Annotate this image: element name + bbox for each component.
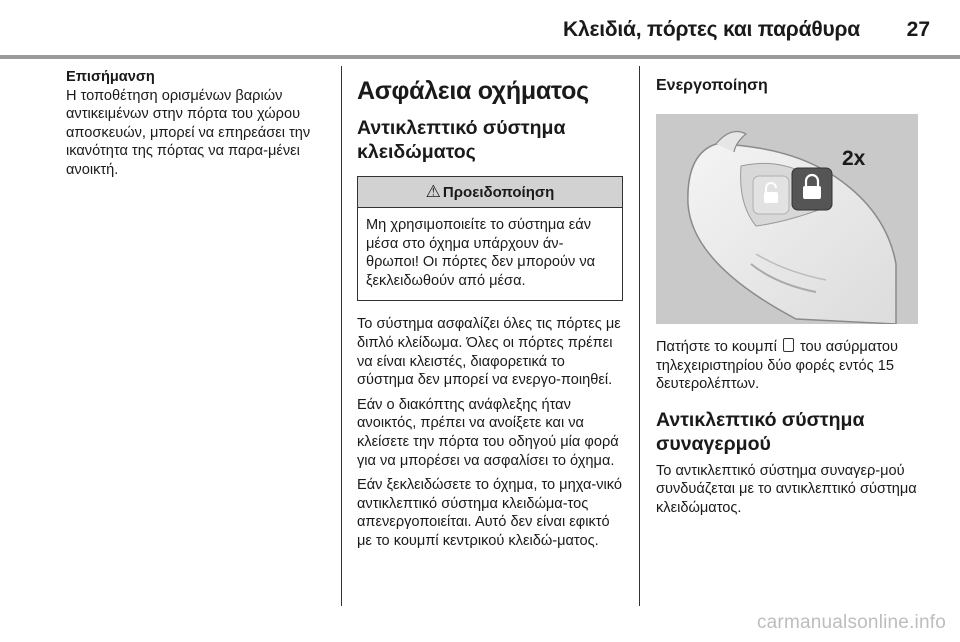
press-count-badge: 2x [842, 147, 866, 170]
subsection-heading: Ενεργοποίηση [656, 77, 768, 94]
instruction-text: Πατήστε το κουμπί του ασύρματου τηλεχειριστηρίου δύο φορές εντός 15 δευτερολέπτων. [656, 339, 898, 393]
paragraph: Εάν ξεκλειδώσετε το όχημα, το μηχα-νικό αντικλεπτικό σύστημα κλειδώμα-τος απενεργοποιείται. Αυτό δεν είναι εφικτό με το κουμπί κεντρικού κλειδώ-ματος. [357, 477, 623, 549]
warning-box [357, 176, 623, 301]
page-header-title: Κλειδιά, πόρτες και παράθυρα [563, 18, 860, 41]
header-rule [0, 55, 960, 59]
remote-key-lock-icon [656, 114, 918, 324]
column-right [656, 68, 922, 524]
column-divider [639, 66, 640, 606]
lock-icon [783, 338, 794, 352]
warning-triangle-icon: ⚠ [425, 182, 441, 201]
warning-text: Μη χρησιμοποιείτε το σύστημα εάν μέσα στο όχημα υπάρχουν άν-θρωποι! Οι πόρτες δεν μπορούν να ξεκλειδωθούν από μέσα. [366, 217, 596, 289]
note-text: Η τοποθέτηση ορισμένων βαριών αντικειμένων στην πόρτα του χώρου αποσκευών, μπορεί να επηρεάσει την ικανότητα της πόρτας να παρα-μένει ανοικτή. [66, 87, 311, 178]
section-heading: Ασφάλεια οχήματος [357, 77, 589, 105]
paragraph: Το αντικλεπτικό σύστημα συναγερ-μού συνδυάζεται με το αντικλεπτικό σύστημα κλειδώματος. [656, 462, 917, 516]
watermark: carmanualsonline.info [756, 612, 946, 633]
column-divider [341, 66, 342, 606]
subsection-heading: Αντικλεπτικό σύστημα συναγερμού [656, 408, 865, 455]
note-heading: Επισήμανση [66, 69, 155, 85]
warning-header [358, 177, 622, 208]
column-left [66, 68, 328, 186]
warning-title: Προειδοποίηση [442, 184, 555, 201]
page-number: 27 [906, 18, 930, 41]
subsection-heading: Αντικλεπτικό σύστημα κλειδώματος [357, 117, 566, 163]
paragraph: Εάν ο διακόπτης ανάφλεξης ήταν ανοικτός, πρέπει να ανοίξετε και να κλείσετε την πόρτα του οδηγού μία φορά για να μπορέσει να ασφαλίσει το όχημα. [357, 396, 619, 469]
remote-key-figure [656, 114, 918, 324]
paragraph: Το σύστημα ασφαλίζει όλες τις πόρτες με διπλό κλείδωμα. Όλες οι πόρτες πρέπει να είναι κλειστές, διαφορετικά το σύστημα δεν μπορεί να ενεργο-ποιηθεί. [357, 316, 621, 389]
column-middle [357, 68, 623, 557]
